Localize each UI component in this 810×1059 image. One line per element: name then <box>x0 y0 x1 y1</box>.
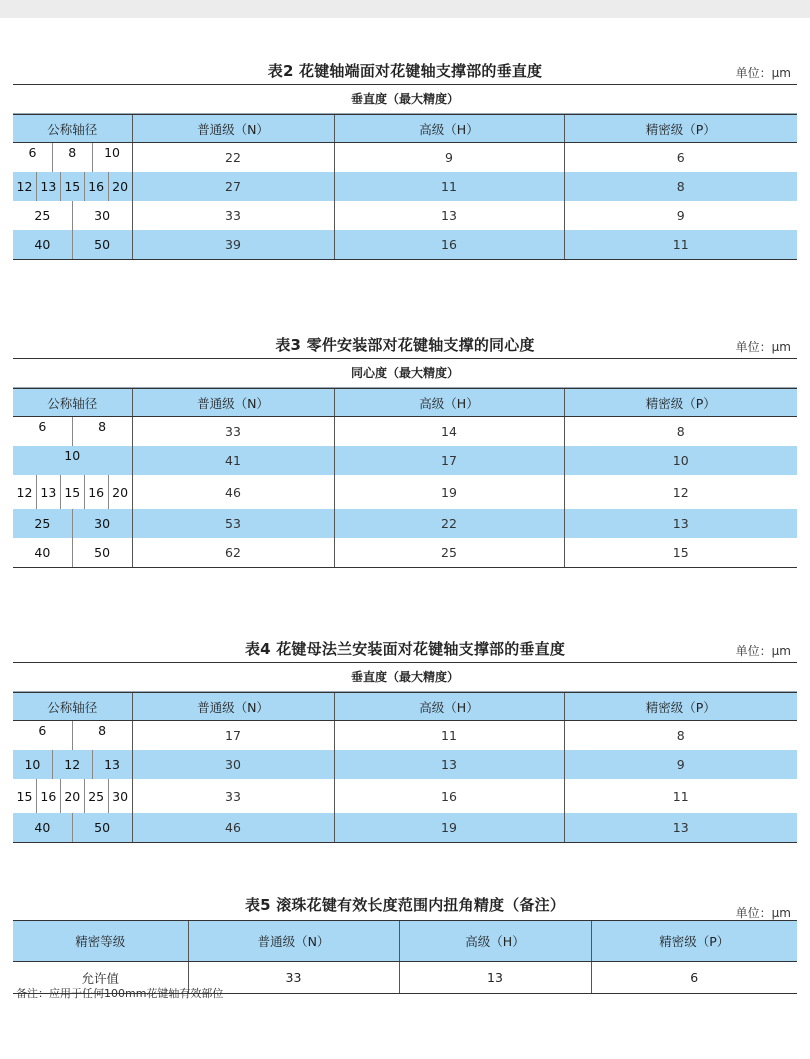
header-nominal-diameter: 公称轴径 <box>13 389 132 417</box>
value-normal: 53 <box>132 509 334 538</box>
value-normal: 33 <box>132 779 334 813</box>
size-value: 15 <box>60 475 84 509</box>
size-value: 16 <box>84 475 108 509</box>
table-row <box>13 779 797 813</box>
table4-title: 表4 花键母法兰安装面对花键轴支撑部的垂直度 <box>244 640 566 658</box>
value-precision: 11 <box>564 779 797 813</box>
size-value: 12 <box>16 484 33 500</box>
size-value: 13 <box>36 475 60 509</box>
table4-subheading: 垂直度（最大精度） <box>13 663 797 692</box>
value-precision: 8 <box>564 417 797 447</box>
value-high: 13 <box>334 750 564 779</box>
table5-title: 表5 滚珠花键有效长度范围内扭角精度（备注） <box>244 896 566 914</box>
value-precision: 11 <box>564 230 797 260</box>
value-normal: 33 <box>188 962 399 994</box>
table2-section <box>13 58 797 260</box>
footnote: 备注：应用于任何100mm花键轴有效部位 <box>16 987 224 1000</box>
table3-subheading: 同心度（最大精度） <box>13 359 797 388</box>
table4 <box>13 692 797 843</box>
table-row <box>13 417 797 447</box>
value-high: 19 <box>334 813 564 843</box>
value-precision: 10 <box>564 446 797 475</box>
table-row <box>13 538 797 568</box>
table-row <box>13 750 797 779</box>
table5 <box>13 920 797 994</box>
value-precision: 8 <box>564 172 797 201</box>
table5-header-row <box>13 921 797 962</box>
size-value: 20 <box>60 779 84 813</box>
size-value: 12 <box>52 750 92 779</box>
size-value: 25 <box>34 516 51 531</box>
value-high: 19 <box>334 475 564 509</box>
table2-subheading: 垂直度（最大精度） <box>13 85 797 114</box>
table-row <box>13 813 797 843</box>
value-high: 11 <box>334 721 564 751</box>
value-normal: 30 <box>132 750 334 779</box>
header-precision-class: 精密等级 <box>13 921 188 962</box>
size-value: 6 <box>38 723 47 738</box>
size-value: 10 <box>92 143 132 172</box>
value-precision: 8 <box>564 721 797 751</box>
table4-header-row <box>13 693 797 721</box>
size-value: 6 <box>38 419 47 434</box>
table-row <box>13 475 797 509</box>
size-cells <box>13 509 132 538</box>
table-row <box>13 509 797 538</box>
table-row <box>13 446 797 475</box>
value-high: 13 <box>399 962 591 994</box>
size-value: 8 <box>72 721 132 750</box>
value-normal: 22 <box>132 143 334 173</box>
table2-header-row <box>13 115 797 143</box>
size-value: 12 <box>16 179 33 194</box>
size-value: 8 <box>52 143 92 172</box>
size-value: 25 <box>34 208 51 223</box>
table4-unit: 单位：μm <box>735 644 791 658</box>
table3-title-row <box>13 332 797 359</box>
table-row <box>13 201 797 230</box>
size-cells <box>13 172 132 201</box>
header-high-grade: 高级（H） <box>334 389 564 417</box>
size-value: 15 <box>60 172 84 201</box>
value-high: 22 <box>334 509 564 538</box>
value-normal: 46 <box>132 813 334 843</box>
table2-title-row <box>13 58 797 85</box>
size-value: 13 <box>36 172 60 201</box>
value-normal: 33 <box>132 201 334 230</box>
table-row <box>13 230 797 260</box>
size-value: 50 <box>72 538 132 567</box>
table3-title: 表3 零件安装部对花键轴支撑的同心度 <box>275 336 535 354</box>
value-high: 14 <box>334 417 564 447</box>
size-value: 16 <box>36 779 60 813</box>
value-normal: 41 <box>132 446 334 475</box>
header-high-grade: 高级（H） <box>334 115 564 143</box>
value-normal: 62 <box>132 538 334 568</box>
table5-title-row <box>13 892 797 920</box>
size-value: 40 <box>34 237 51 252</box>
table5-unit: 单位：μm <box>735 906 791 920</box>
value-precision: 12 <box>564 475 797 509</box>
header-precision-grade: 精密级（P） <box>564 693 797 721</box>
value-high: 17 <box>334 446 564 475</box>
value-precision: 15 <box>564 538 797 568</box>
header-nominal-diameter: 公称轴径 <box>13 115 132 143</box>
header-high-grade: 高级（H） <box>399 921 591 962</box>
table2 <box>13 114 797 260</box>
value-high: 25 <box>334 538 564 568</box>
value-precision: 6 <box>591 962 797 994</box>
size-cells <box>13 475 132 509</box>
table3 <box>13 388 797 568</box>
size-cells <box>13 721 132 750</box>
table3-unit: 单位：μm <box>735 340 791 354</box>
table5-section <box>13 892 797 994</box>
value-high: 9 <box>334 143 564 173</box>
header-nominal-diameter: 公称轴径 <box>13 693 132 721</box>
size-value: 6 <box>28 145 37 160</box>
size-cells <box>13 779 132 813</box>
table-row <box>13 143 797 173</box>
size-value: 15 <box>16 788 33 804</box>
header-normal-grade: 普通级（N） <box>132 115 334 143</box>
size-value: 10 <box>24 757 41 772</box>
header-normal-grade: 普通级（N） <box>188 921 399 962</box>
table3-header-row <box>13 389 797 417</box>
size-cells <box>13 201 132 230</box>
value-precision: 13 <box>564 813 797 843</box>
size-cells <box>13 143 132 172</box>
value-high: 16 <box>334 230 564 260</box>
size-value: 25 <box>84 779 108 813</box>
header-precision-grade: 精密级（P） <box>564 115 797 143</box>
size-cells <box>13 750 132 779</box>
header-normal-grade: 普通级（N） <box>132 389 334 417</box>
row-label-allowable: 允许值 <box>13 962 188 994</box>
size-cells <box>13 230 132 259</box>
size-value: 50 <box>72 813 132 842</box>
table3-section <box>13 332 797 568</box>
value-precision: 13 <box>564 509 797 538</box>
header-precision-grade: 精密级（P） <box>564 389 797 417</box>
value-high: 11 <box>334 172 564 201</box>
size-cells <box>13 417 132 446</box>
value-precision: 9 <box>564 201 797 230</box>
size-value: 20 <box>108 172 132 201</box>
size-value: 20 <box>108 475 132 509</box>
size-value: 50 <box>72 230 132 259</box>
size-value: 13 <box>92 750 132 779</box>
value-precision: 6 <box>564 143 797 173</box>
size-value: 30 <box>108 779 132 813</box>
table-row <box>13 721 797 751</box>
value-high: 16 <box>334 779 564 813</box>
size-cells <box>13 446 132 475</box>
value-precision: 9 <box>564 750 797 779</box>
value-normal: 27 <box>132 172 334 201</box>
value-high: 13 <box>334 201 564 230</box>
size-value: 40 <box>34 545 51 560</box>
header-high-grade: 高级（H） <box>334 693 564 721</box>
size-value: 30 <box>72 509 132 538</box>
value-normal: 17 <box>132 721 334 751</box>
table-row <box>13 172 797 201</box>
table2-title: 表2 花键轴端面对花键轴支撑部的垂直度 <box>267 62 543 80</box>
size-value: 16 <box>84 172 108 201</box>
table4-section <box>13 636 797 843</box>
size-value: 10 <box>64 448 81 463</box>
value-normal: 39 <box>132 230 334 260</box>
size-cells <box>13 813 132 842</box>
table2-unit: 单位：μm <box>735 66 791 80</box>
table4-title-row <box>13 636 797 663</box>
value-normal: 33 <box>132 417 334 447</box>
header-precision-grade: 精密级（P） <box>591 921 797 962</box>
size-value: 30 <box>72 201 132 230</box>
size-value: 8 <box>72 417 132 446</box>
value-normal: 46 <box>132 475 334 509</box>
size-value: 40 <box>34 820 51 835</box>
size-cells <box>13 538 132 567</box>
header-normal-grade: 普通级（N） <box>132 693 334 721</box>
